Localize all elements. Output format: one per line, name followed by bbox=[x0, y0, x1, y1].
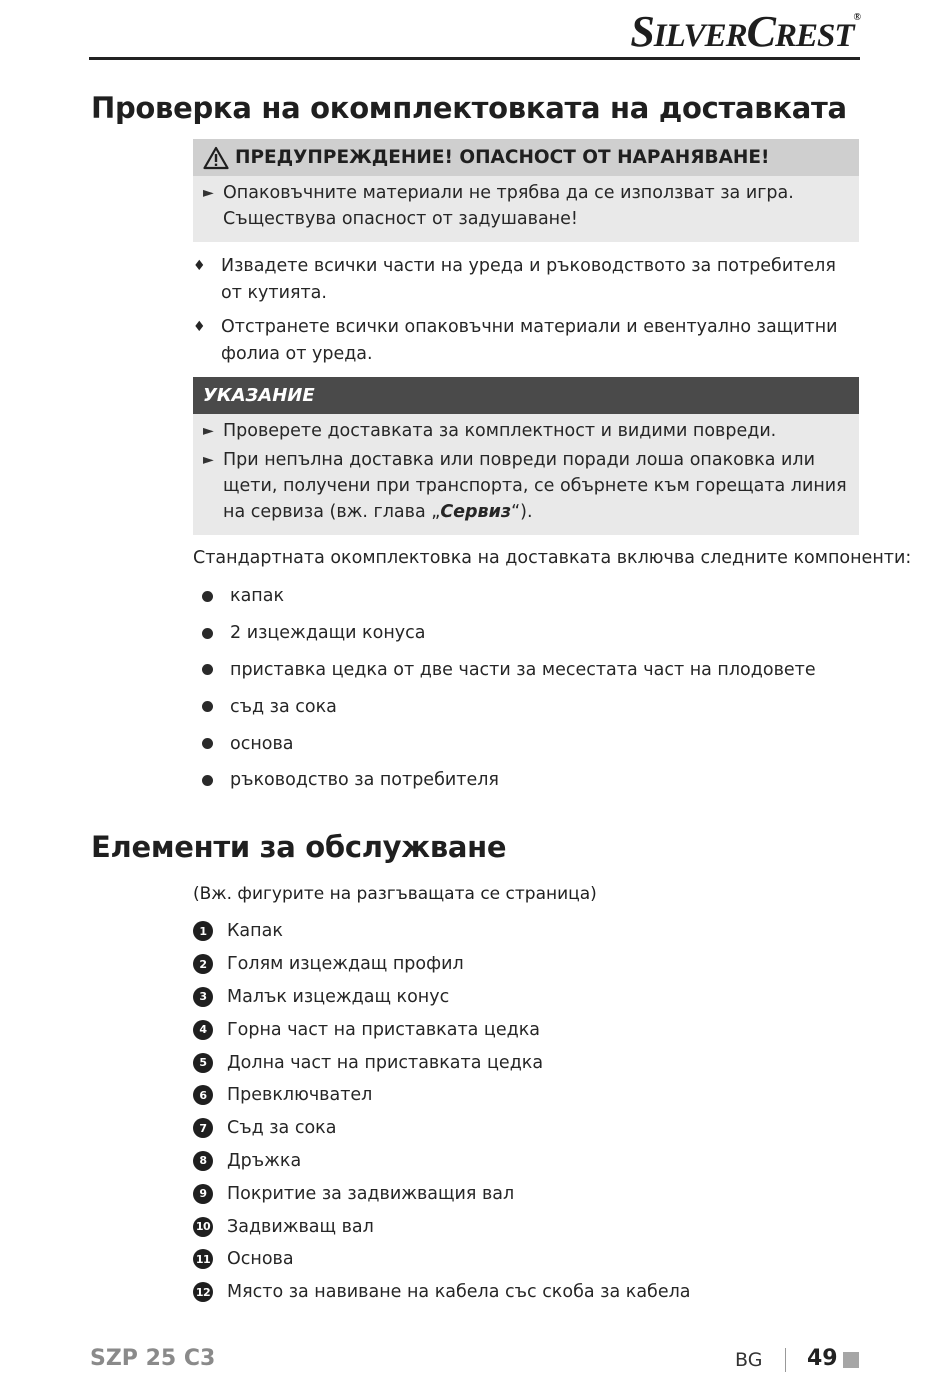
page-number: 49 bbox=[807, 1346, 838, 1371]
bullet-dot-icon bbox=[202, 591, 213, 602]
list-item: 12 Място за навиване на кабела със скоба за кабела bbox=[193, 1276, 691, 1309]
diamond-bullet-icon: ♦ bbox=[193, 319, 206, 335]
section-title-controls: Елементи за обслужване bbox=[91, 830, 507, 864]
arrow-right-icon: ► bbox=[203, 185, 214, 201]
diamond-bullet-icon: ♦ bbox=[193, 258, 206, 274]
header-rule bbox=[89, 57, 860, 60]
list-item: 8 Дръжка bbox=[193, 1145, 691, 1178]
footer-model: SZP 25 C3 bbox=[90, 1346, 216, 1371]
number-badge-icon: 5 bbox=[193, 1053, 213, 1073]
number-badge-icon: 7 bbox=[193, 1118, 213, 1138]
service-chapter-ref: Сервиз bbox=[440, 502, 512, 522]
number-badge-icon: 6 bbox=[193, 1085, 213, 1105]
brand-logo: SILVERCREST® bbox=[630, 7, 860, 56]
number-badge-icon: 10 bbox=[193, 1217, 213, 1237]
components-intro: Стандартната окомплектовка на доставката включва следните компоненти: bbox=[193, 548, 912, 568]
list-item: капак bbox=[193, 578, 816, 615]
list-item: 2 Голям изцеждащ профил bbox=[193, 948, 691, 981]
footer-square-icon bbox=[843, 1352, 859, 1368]
warning-box bbox=[193, 139, 859, 242]
controls-list bbox=[193, 915, 691, 1309]
list-item: 6 Превключвател bbox=[193, 1079, 691, 1112]
number-badge-icon: 2 bbox=[193, 954, 213, 974]
bullet-dot-icon bbox=[202, 775, 213, 786]
note-item: ► При непълна доставка или повреди поради лоша опаковка или щети, получени при транспорта, се обърнете към горещата линия на сервиза (вж. глава „Сервиз“). bbox=[203, 447, 847, 525]
step-item: ♦ Отстранете всички опаковъчни материали и евентуално защитни фолиа от уреда. bbox=[193, 314, 859, 368]
list-item: 10 Задвижващ вал bbox=[193, 1210, 691, 1243]
list-item: съд за сока bbox=[193, 688, 816, 725]
section-title-delivery: Проверка на окомплектовката на доставката bbox=[91, 91, 847, 125]
list-item: 4 Горна част на приставката цедка bbox=[193, 1013, 691, 1046]
note-heading: УКАЗАНИЕ bbox=[193, 377, 859, 414]
list-item: 7 Съд за сока bbox=[193, 1112, 691, 1145]
arrow-right-icon: ► bbox=[203, 452, 214, 468]
warning-heading: ПРЕДУПРЕЖДЕНИЕ! ОПАСНОСТ ОТ НАРАНЯВАНЕ! bbox=[193, 139, 859, 176]
number-badge-icon: 1 bbox=[193, 921, 213, 941]
list-item: 11 Основа bbox=[193, 1243, 691, 1276]
list-item: 9 Покритие за задвижващия вал bbox=[193, 1177, 691, 1210]
note-box bbox=[193, 377, 859, 535]
footer-divider bbox=[785, 1348, 786, 1372]
step-item: ♦ Извадете всички части на уреда и ръководството за потребителя от кутията. bbox=[193, 253, 859, 307]
list-item: 1 Капак bbox=[193, 915, 691, 948]
number-badge-icon: 8 bbox=[193, 1151, 213, 1171]
list-item: ръководство за потребителя bbox=[193, 762, 816, 799]
number-badge-icon: 9 bbox=[193, 1184, 213, 1204]
note-item: ► Проверете доставката за комплектност и видими повреди. bbox=[203, 418, 847, 444]
arrow-right-icon: ► bbox=[203, 423, 214, 439]
number-badge-icon: 3 bbox=[193, 987, 213, 1007]
list-item: 3 Малък изцеждащ конус bbox=[193, 981, 691, 1014]
bullet-dot-icon bbox=[202, 664, 213, 675]
components-list bbox=[193, 578, 816, 799]
list-item: основа bbox=[193, 725, 816, 762]
bullet-dot-icon bbox=[202, 701, 213, 712]
list-item: 5 Долна част на приставката цедка bbox=[193, 1046, 691, 1079]
list-item: 2 изцеждащи конуса bbox=[193, 615, 816, 652]
number-badge-icon: 12 bbox=[193, 1282, 213, 1302]
number-badge-icon: 11 bbox=[193, 1249, 213, 1269]
warning-item: ► Опаковъчните материали не трябва да се използват за игра. Съществува опасност от задушаване! bbox=[203, 180, 847, 232]
bullet-dot-icon bbox=[202, 738, 213, 749]
figure-reference-note: (Вж. фигурите на разгъващата се страница) bbox=[193, 884, 597, 904]
footer-language: BG bbox=[735, 1349, 763, 1371]
list-item: приставка цедка от две части за месестата част на плодовете bbox=[193, 652, 816, 689]
bullet-dot-icon bbox=[202, 628, 213, 639]
number-badge-icon: 4 bbox=[193, 1020, 213, 1040]
warning-triangle-icon bbox=[203, 146, 229, 170]
